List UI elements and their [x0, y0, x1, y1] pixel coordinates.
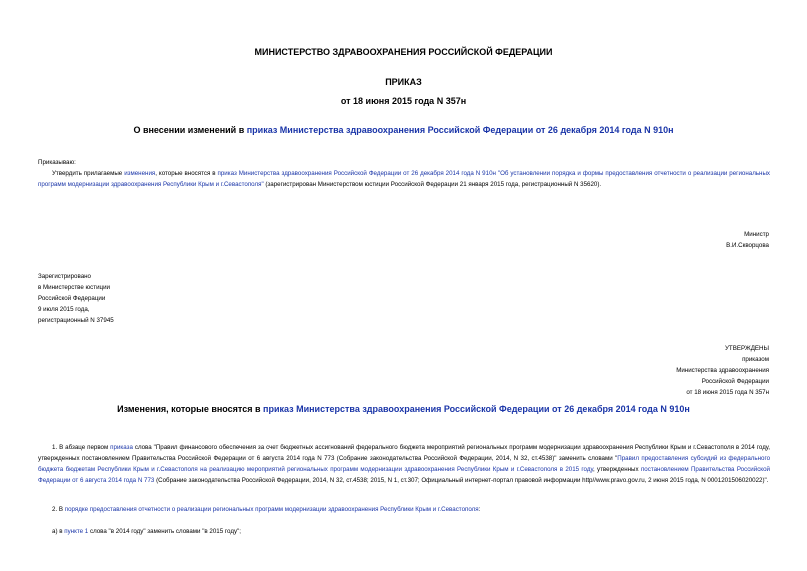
changes-title-prefix: Изменения, которые вносятся в	[117, 404, 264, 414]
approval-line: приказом	[742, 356, 769, 363]
item1-text-a: 1. В абзаце первом	[52, 444, 111, 451]
doc-type: ПРИКАЗ	[385, 77, 422, 87]
order-910n-link[interactable]: приказ Министерства здравоохранения Российской Федерации от 26 декабря 2014 года N 910н "Об установлении порядка и формы предоставления отчетности о реализации региональных программ модернизации здравоохранения Республики Крым и г.Севастополя"	[38, 170, 770, 188]
item1-text-b: слова "Правил финансового обеспечения за счет бюджетных ассигнований федерального бюджета мероприятий региональных программ модернизации здравоохранения Республики Крым и г.Севастополя в 2014 году, утвержденных постановлением Правительства Российской Федерации от 6 августа 2014 года N 773 (Собрание законодательства Российской Федерации, 2014, N 32, ст.4538)" заменить словами "	[38, 444, 770, 462]
item1-text-c: , утвержденных	[592, 466, 641, 473]
item2-text-b: :	[478, 506, 481, 513]
changes-item-1	[38, 442, 770, 486]
order-opening: Приказываю:	[38, 159, 76, 166]
approval-block	[676, 343, 769, 398]
registration-line: 9 июля 2015 года,	[38, 306, 90, 313]
registration-line: Зарегистрировано	[38, 273, 91, 280]
changes-link[interactable]: изменения	[124, 170, 156, 177]
registration-line: регистрационный N 37945	[38, 317, 114, 324]
registration-block	[38, 271, 114, 326]
changes-title-link[interactable]: приказ Министерства здравоохранения Российской Федерации от 26 декабря 2014 года N 910н	[263, 404, 690, 414]
doc-title	[0, 125, 807, 135]
order-p1-text-c: (зарегистрирован Министерством юстиции Российской Федерации 21 января 2015 года, регистрационный N 35620).	[263, 181, 602, 188]
item2a-text-b: слова "в 2014 году" заменить словами "в 2015 году";	[88, 528, 241, 535]
changes-title	[0, 404, 807, 414]
item2-procedure-link[interactable]: порядке предоставления отчетности о реализации региональных программ модернизации здравоохранения Республики Крым и г.Севастополя	[64, 506, 479, 513]
registration-line: в Министерстве юстиции	[38, 284, 111, 291]
signature-position: Министр	[744, 231, 769, 238]
item1-rules-link[interactable]: Правил предоставления субсидий из федерального бюджета бюджетам Республики Крым и г.Севастополя на реализацию мероприятий региональных программ модернизации здравоохранения Республики Крым и г.Севастополя в 2015 году	[38, 455, 771, 473]
changes-item-2a	[38, 526, 770, 537]
approval-line: Российской Федерации	[701, 378, 769, 385]
doc-date: от 18 июня 2015 года N 357н	[340, 96, 467, 106]
order-p1-text-b: , которые вносятся в	[155, 170, 218, 177]
item2a-text-a: а) в	[52, 528, 65, 535]
order-paragraph	[38, 168, 770, 190]
order-p1-text-a: Утвердить прилагаемые	[52, 170, 125, 177]
doc-title-link[interactable]: приказ Министерства здравоохранения Российской Федерации от 26 декабря 2014 года N 910н	[246, 125, 674, 135]
ministry-heading: МИНИСТЕРСТВО ЗДРАВООХРАНЕНИЯ РОССИЙСКОЙ ФЕДЕРАЦИИ	[254, 47, 553, 57]
signature-name: В.И.Скворцова	[726, 242, 769, 249]
item1-order-link[interactable]: приказа	[110, 444, 133, 451]
registration-line: Российской Федерации	[38, 295, 106, 302]
changes-item-2	[38, 504, 770, 515]
approval-line: Министерства здравоохранения	[676, 367, 769, 374]
item2-text-a: 2. В	[52, 506, 65, 513]
item2a-point-link[interactable]: пункте 1	[64, 528, 89, 535]
doc-title-prefix: О внесении изменений в	[133, 125, 247, 135]
approval-line: от 18 июня 2015 года N 357н	[686, 389, 769, 396]
item1-resolution-link[interactable]: постановлением Правительства Российской Федерации от 6 августа 2014 года N 773	[38, 466, 770, 484]
approval-line: УТВЕРЖДЕНЫ	[725, 345, 769, 352]
item1-text-d: (Собрание законодательства Российской Федерации, 2014, N 32, ст.4538; 2015, N 1, ст.307; Официальный интернет-портал правовой информации http//www.pravo.gov.ru, 2 июня 2015 года, N 0001201506020022)".	[154, 477, 769, 484]
signature-block	[726, 229, 769, 251]
